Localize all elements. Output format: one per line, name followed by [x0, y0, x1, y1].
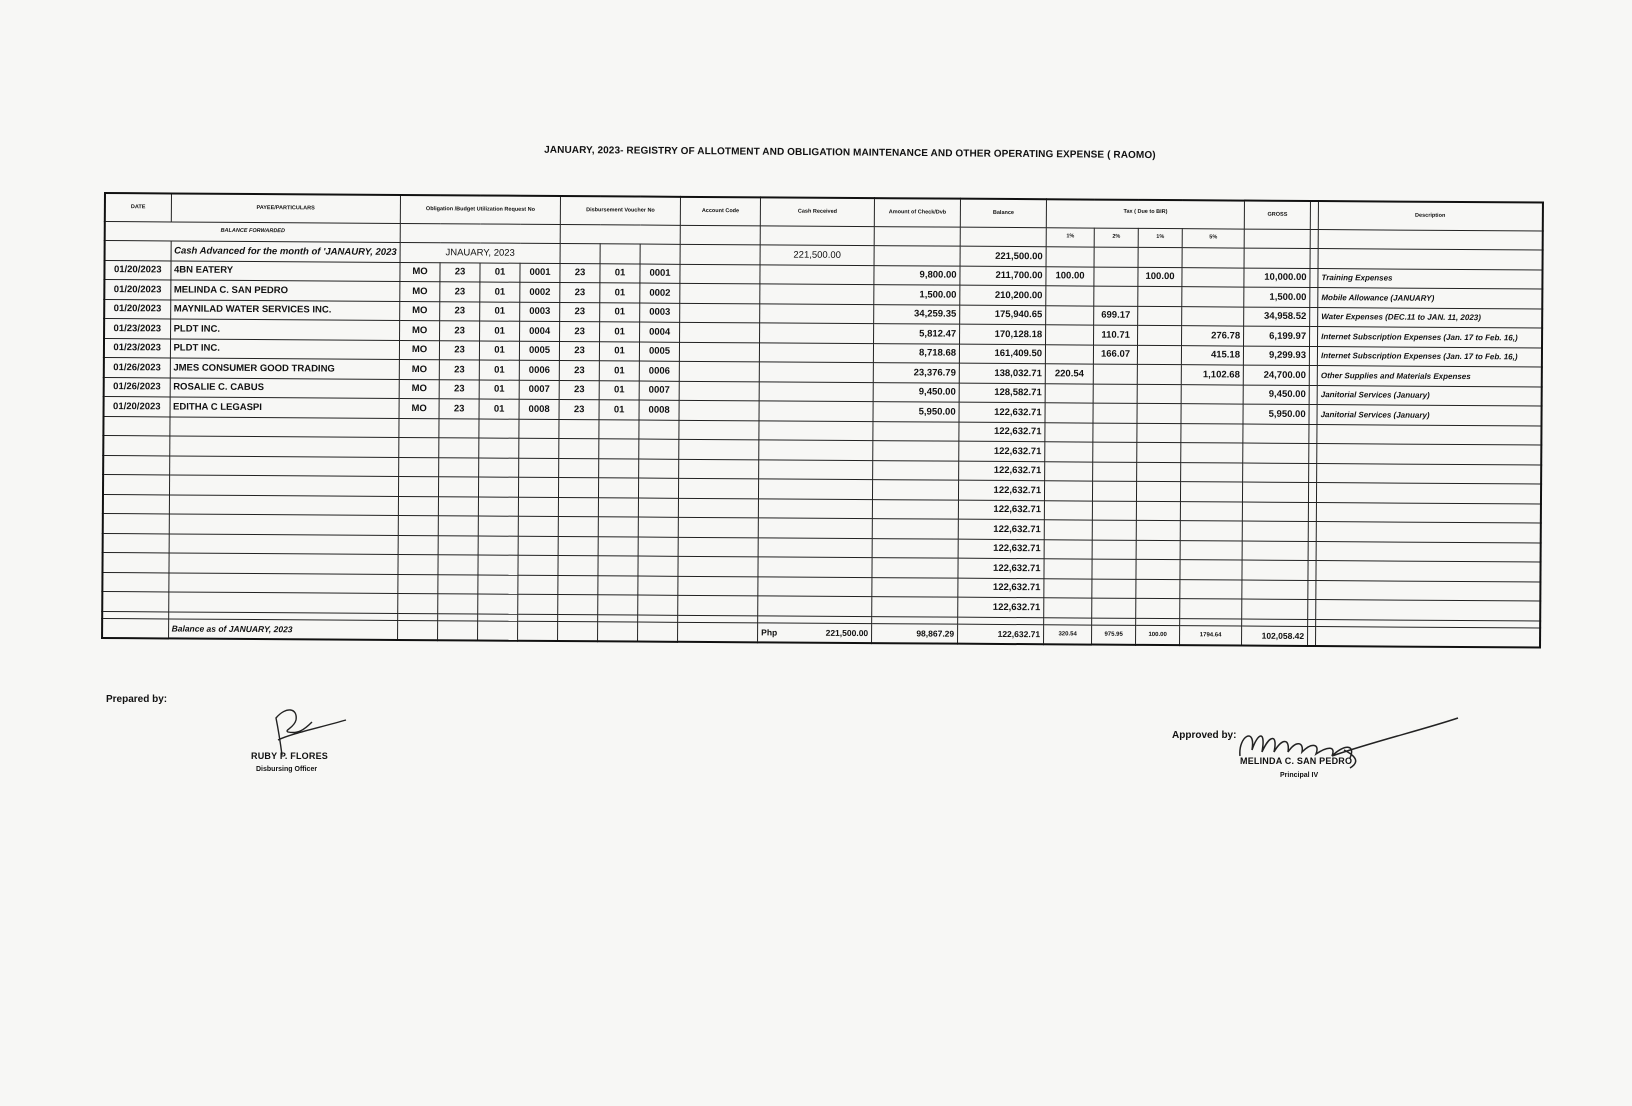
row-tax-1b [1137, 345, 1181, 365]
row-account-code [679, 361, 759, 381]
row-tax-2: 699.17 [1094, 306, 1138, 326]
header-flag [1310, 201, 1318, 229]
row-date: 01/20/2023 [104, 260, 170, 280]
row-balance: 161,409.50 [959, 344, 1045, 364]
header-tax-1a: 1% [1046, 227, 1094, 247]
row-description: Training Expenses [1318, 268, 1542, 289]
row-tax-1a [1045, 403, 1093, 423]
header-account-code: Account Code [680, 197, 760, 226]
row-tax-1a [1045, 383, 1093, 403]
row-voucher-part: 01 [600, 263, 640, 283]
totals-tax-1b: 100.00 [1136, 625, 1180, 645]
row-gross: 9,299.93 [1243, 346, 1309, 366]
row-voucher-part: 01 [599, 341, 639, 361]
row-obligation-part: MO [400, 281, 440, 301]
advance-cash-received: 221,500.00 [760, 245, 874, 265]
row-obligation-part: 01 [480, 282, 520, 302]
row-account-code [679, 381, 759, 401]
advance-month: JNAUARY, 2023 [400, 242, 560, 263]
row-voucher-part: 0006 [639, 361, 679, 381]
row-voucher-part: 23 [560, 322, 600, 342]
row-tax-5 [1182, 287, 1244, 307]
row-tax-2: 166.07 [1093, 345, 1137, 365]
row-tax-5: 276.78 [1182, 326, 1244, 346]
row-description: Water Expenses (DEC.11 to JAN. 11, 2023) [1318, 307, 1542, 328]
row-obligation-part: 0008 [519, 399, 559, 419]
row-obligation-part: 23 [440, 282, 480, 302]
row-voucher-part: 23 [559, 380, 599, 400]
row-tax-1a [1045, 344, 1093, 364]
prepared-name: RUBY P. FLORES [251, 751, 328, 761]
row-obligation-part: 0007 [519, 380, 559, 400]
row-voucher-part: 23 [559, 361, 599, 381]
row-amount: 5,950.00 [873, 402, 959, 422]
row-flag [1309, 365, 1317, 385]
row-account-code [679, 342, 759, 362]
row-date: 01/20/2023 [104, 397, 170, 417]
empty-row-balance: 122,632.71 [958, 558, 1044, 578]
approved-by-label: Approved by: [1172, 730, 1237, 741]
row-account-code [680, 322, 760, 342]
header-amount-check: Amount of Check/Dvb [874, 198, 960, 227]
row-voucher-part: 0001 [640, 264, 680, 284]
approved-name: MELINDA C. SAN PEDRO [1240, 756, 1353, 766]
row-description: Janitorial Services (January) [1317, 385, 1541, 406]
row-voucher-part: 23 [560, 302, 600, 322]
row-account-code [680, 283, 760, 303]
row-payee: MAYNILAD WATER SERVICES INC. [170, 299, 400, 320]
row-obligation-part: 01 [480, 321, 520, 341]
row-voucher-part: 0004 [640, 322, 680, 342]
row-balance: 122,632.71 [959, 402, 1045, 422]
row-voucher-part: 0002 [640, 283, 680, 303]
empty-row-balance: 122,632.71 [959, 480, 1045, 500]
totals-currency: Php [761, 627, 778, 638]
approved-position: Principal IV [1280, 772, 1319, 779]
prepared-by-label: Prepared by: [106, 694, 168, 705]
row-obligation-part: 0004 [520, 321, 560, 341]
row-gross: 10,000.00 [1244, 268, 1310, 288]
row-obligation-part: 23 [439, 399, 479, 419]
row-voucher-part: 23 [560, 283, 600, 303]
row-account-code [680, 303, 760, 323]
empty-row-balance: 122,632.71 [958, 500, 1044, 520]
row-payee: EDITHA C LEGASPI [170, 397, 400, 418]
row-voucher-part: 0003 [640, 303, 680, 323]
header-description: Description [1318, 201, 1542, 230]
row-account-code [680, 264, 760, 284]
totals-cash-received [758, 622, 872, 643]
row-payee: MELINDA C. SAN PEDRO [170, 280, 400, 301]
empty-row-balance: 122,632.71 [959, 461, 1045, 481]
row-voucher-part: 0008 [639, 400, 679, 420]
row-flag [1310, 268, 1318, 288]
row-tax-2 [1093, 384, 1137, 404]
row-obligation-part: MO [399, 379, 439, 399]
row-amount: 1,500.00 [874, 285, 960, 305]
totals-label: Balance as of JANUARY, 2023 [168, 618, 398, 640]
row-amount: 9,450.00 [873, 382, 959, 402]
row-tax-5: 1,102.68 [1181, 365, 1243, 385]
row-balance: 138,032.71 [959, 363, 1045, 383]
row-voucher-part: 23 [560, 263, 600, 283]
row-flag [1309, 385, 1317, 405]
row-date: 01/20/2023 [104, 280, 170, 300]
row-obligation-part: 01 [480, 301, 520, 321]
row-description: Internet Subscription Expenses (Jan. 17 to Feb. 16,) [1318, 327, 1542, 348]
header-disbursement: Disbursement Voucher No [560, 196, 680, 225]
row-tax-1b [1138, 306, 1182, 326]
empty-row-balance: 122,632.71 [959, 422, 1045, 442]
header-balance: Balance [960, 199, 1046, 228]
empty-row-balance: 122,632.71 [959, 441, 1045, 461]
row-voucher-part: 01 [599, 380, 639, 400]
row-cash-received [760, 303, 874, 323]
row-obligation-part: 01 [479, 360, 519, 380]
row-obligation-part: 23 [440, 262, 480, 282]
totals-amount: 98,867.29 [872, 623, 958, 644]
empty-row-balance: 122,632.71 [958, 597, 1044, 617]
row-gross: 24,700.00 [1243, 365, 1309, 385]
row-balance: 128,582.71 [959, 383, 1045, 403]
row-obligation-part: 23 [439, 360, 479, 380]
row-obligation-part: 0002 [520, 282, 560, 302]
row-obligation-part: 01 [479, 379, 519, 399]
totals-cash-amount: 221,500.00 [825, 627, 869, 638]
row-payee: ROSALIE C. CABUS [170, 377, 400, 398]
row-tax-2 [1094, 267, 1138, 287]
row-tax-1a [1046, 286, 1094, 306]
row-date: 01/23/2023 [104, 319, 170, 339]
row-flag [1310, 307, 1318, 327]
row-amount: 34,259.35 [874, 304, 960, 324]
row-payee: 4BN EATERY [170, 260, 400, 281]
row-tax-5 [1182, 267, 1244, 287]
totals-balance: 122,632.71 [958, 624, 1044, 645]
row-tax-5: 415.18 [1181, 345, 1243, 365]
row-obligation-part: 01 [480, 262, 520, 282]
row-obligation-part: MO [399, 359, 439, 379]
row-balance: 210,200.00 [960, 285, 1046, 305]
row-voucher-part: 01 [599, 400, 639, 420]
row-flag [1309, 404, 1317, 424]
row-obligation-part: 23 [440, 321, 480, 341]
empty-row-balance: 122,632.71 [958, 519, 1044, 539]
row-voucher-part: 0007 [639, 381, 679, 401]
row-gross: 5,950.00 [1243, 404, 1309, 424]
row-cash-received [759, 342, 873, 362]
row-voucher-part: 23 [559, 400, 599, 420]
row-description: Janitorial Services (January) [1317, 405, 1541, 426]
row-payee: PLDT INC. [170, 319, 400, 340]
row-obligation-part: 0001 [520, 263, 560, 283]
row-date: 01/26/2023 [104, 377, 170, 397]
row-tax-2 [1093, 403, 1137, 423]
row-obligation-part: 23 [440, 301, 480, 321]
row-date: 01/26/2023 [104, 358, 170, 378]
row-obligation-part: MO [400, 262, 440, 282]
row-obligation-part: 0003 [520, 302, 560, 322]
advance-balance: 221,500.00 [960, 246, 1046, 266]
header-tax-1b: 1% [1138, 228, 1182, 248]
header-gross: GROSS [1244, 201, 1310, 229]
row-gross: 9,450.00 [1243, 385, 1309, 405]
row-voucher-part: 23 [559, 341, 599, 361]
row-voucher-part: 0005 [639, 342, 679, 362]
row-date: 01/20/2023 [104, 299, 170, 319]
header-tax-2: 2% [1094, 228, 1138, 248]
row-tax-5 [1181, 384, 1243, 404]
row-gross: 1,500.00 [1244, 287, 1310, 307]
row-tax-2 [1094, 286, 1138, 306]
totals-gross: 102,058.42 [1242, 626, 1308, 646]
totals-tax-2: 975.95 [1092, 625, 1136, 645]
header-payee: PAYEE/PARTICULARS [171, 193, 401, 223]
row-amount: 9,800.00 [874, 265, 960, 285]
row-obligation-part: MO [400, 320, 440, 340]
row-obligation-part: 0005 [519, 341, 559, 361]
row-tax-1a [1046, 325, 1094, 345]
row-description: Mobile Allowance (JANUARY) [1318, 288, 1542, 309]
row-tax-1b [1138, 286, 1182, 306]
row-cash-received [759, 401, 873, 421]
row-payee: PLDT INC. [170, 338, 400, 359]
row-gross: 34,958.52 [1244, 307, 1310, 327]
totals-tax-5: 1794.64 [1180, 625, 1242, 645]
page-title: JANUARY, 2023- REGISTRY OF ALLOTMENT AND OBLIGATION MAINTENANCE AND OTHER OPERATING EXPENSE ( RAOMO) [544, 144, 1156, 162]
row-cash-received [759, 362, 873, 382]
row-description: Other Supplies and Materials Expenses [1317, 366, 1541, 387]
row-obligation-part: 23 [439, 379, 479, 399]
row-obligation-part: 01 [479, 399, 519, 419]
row-tax-1a [1046, 305, 1094, 325]
row-obligation-part: 23 [439, 340, 479, 360]
row-tax-1b [1137, 364, 1181, 384]
row-tax-1b [1137, 384, 1181, 404]
row-tax-5 [1182, 306, 1244, 326]
totals-tax-1a: 320.54 [1044, 624, 1092, 644]
row-tax-1b [1138, 325, 1182, 345]
row-cash-received [760, 264, 874, 284]
row-account-code [679, 400, 759, 420]
row-balance: 175,940.65 [960, 305, 1046, 325]
header-tax: Tax ( Due to BIR) [1046, 199, 1244, 228]
row-amount: 23,376.79 [873, 363, 959, 383]
header-date: DATE [105, 193, 171, 221]
row-amount: 5,812.47 [874, 324, 960, 344]
row-balance: 211,700.00 [960, 266, 1046, 286]
row-flag [1309, 346, 1317, 366]
row-tax-2: 110.71 [1094, 325, 1138, 345]
row-tax-1b: 100.00 [1138, 267, 1182, 287]
row-cash-received [759, 381, 873, 401]
row-amount: 8,718.68 [873, 343, 959, 363]
row-gross: 6,199.97 [1244, 326, 1310, 346]
row-tax-1a: 220.54 [1045, 364, 1093, 384]
row-tax-2 [1093, 364, 1137, 384]
row-voucher-part: 01 [600, 322, 640, 342]
advance-particular: Cash Advanced for the month of 'JANAURY, 2023 [171, 241, 401, 262]
registry-sheet [101, 192, 1544, 649]
row-obligation-part: MO [399, 398, 439, 418]
row-tax-1a: 100.00 [1046, 266, 1094, 286]
row-cash-received [760, 284, 874, 304]
balance-forwarded-label: BALANCE FORWARDED [105, 221, 401, 242]
row-voucher-part: 01 [600, 302, 640, 322]
row-flag [1310, 326, 1318, 346]
ledger-body [102, 241, 1542, 648]
empty-row-balance: 122,632.71 [958, 578, 1044, 598]
row-tax-5 [1181, 404, 1243, 424]
header-tax-5: 5% [1182, 228, 1244, 248]
row-flag [1310, 288, 1318, 308]
row-obligation-part: 01 [479, 340, 519, 360]
row-description: Internet Subscription Expenses (Jan. 17 to Feb. 16,) [1317, 346, 1541, 367]
row-cash-received [760, 323, 874, 343]
row-balance: 170,128.18 [960, 324, 1046, 344]
row-obligation-part: MO [399, 340, 439, 360]
row-tax-1b [1137, 403, 1181, 423]
row-obligation-part: MO [400, 301, 440, 321]
row-voucher-part: 01 [600, 283, 640, 303]
empty-row-balance: 122,632.71 [958, 539, 1044, 559]
row-obligation-part: 0006 [519, 360, 559, 380]
row-date: 01/23/2023 [104, 338, 170, 358]
row-payee: JMES CONSUMER GOOD TRADING [170, 358, 400, 379]
header-obligation: Obligation /Budget Utilization Request No [400, 195, 560, 224]
row-voucher-part: 01 [599, 361, 639, 381]
header-cash-received: Cash Received [760, 197, 874, 226]
registry-table [101, 192, 1544, 649]
prepared-position: Disbursing Officer [256, 766, 318, 773]
